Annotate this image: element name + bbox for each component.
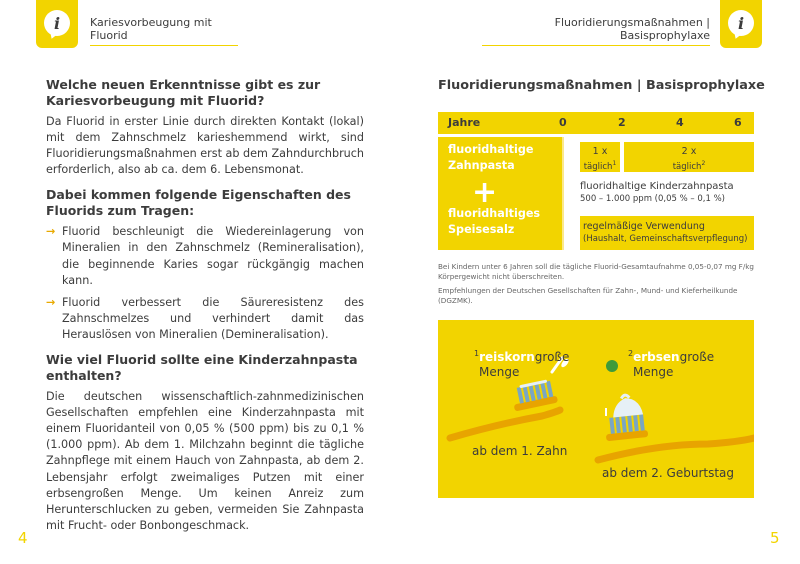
bullet-list bbox=[46, 224, 364, 343]
list-item: → Fluorid beschleunigt die Wiedereinlagerung von Mineralien in den Zahnschmelz (Remineralisation), die beginnende Karies sogar rückgängig machen kann. bbox=[46, 225, 364, 287]
running-header-right: Fluoridierungsmaßnahmen | Basisprophylaxe bbox=[482, 16, 710, 46]
section-heading: Dabei kommen folgende Eigenschaften des Fluorids zum Tragen: bbox=[46, 187, 351, 219]
row-label-toothpaste: fluoridhaltige Zahnpasta bbox=[448, 143, 534, 172]
info-icon: i bbox=[44, 10, 70, 36]
twice-daily-box: 2 x täglich$^2$ bbox=[624, 142, 754, 172]
section-body: Die deutschen wissenschaftlich-zahnmedizinischen Gesellschaften empfehlen eine Kinderzahnpasta mit einem Fluoridanteil von 0,05 % (500 ppm) bis zu 0,1 % (1.000 ppm). Ab dem 1. Milchzahn beginnt die tägliche Zahnpflege mit einem Hauch von Zahnpasta, ab dem 2. Lebensjahr erfolgt zweimaliges Putzen mit einer erbsengroßen Menge. Um keinen Anreiz zum Herunterschlucken zu geben, vermeiden Sie Zahnpasta mit Frucht- oder Bonbongeschmack. bbox=[46, 390, 364, 532]
arrow-right-icon: → bbox=[46, 295, 56, 309]
pea-icon bbox=[606, 360, 618, 372]
info-badge-right bbox=[720, 0, 762, 48]
fluoride-measures-table bbox=[438, 112, 754, 250]
page-number-right: 5 bbox=[770, 529, 780, 547]
year-tick: 2 bbox=[618, 116, 626, 129]
years-label: Jahre bbox=[448, 116, 481, 129]
year-tick: 4 bbox=[676, 116, 684, 129]
label-rice-amount: $^1$reiskorngroße Menge bbox=[474, 349, 570, 379]
page-title: Fluoridierungsmaßnahmen | Basisprophylaxe bbox=[438, 78, 765, 93]
info-badge-left bbox=[36, 0, 78, 48]
label-pea-amount: $^2$erbsengroße Menge bbox=[628, 349, 715, 379]
years-header-row bbox=[438, 112, 754, 134]
section-new-findings bbox=[46, 77, 364, 178]
info-icon: i bbox=[728, 10, 754, 36]
caption-second-birthday: ab dem 2. Geburtstag bbox=[602, 466, 735, 480]
page-number-left: 4 bbox=[18, 529, 28, 547]
plus-icon: + bbox=[472, 175, 498, 210]
toothpaste-amount-illustration bbox=[438, 320, 754, 498]
caption-first-tooth: ab dem 1. Zahn bbox=[472, 444, 568, 458]
section-toothpaste-amount bbox=[46, 352, 364, 534]
year-tick: 0 bbox=[559, 116, 567, 129]
section-properties bbox=[46, 187, 364, 343]
running-header-left: Kariesvorbeugung mit Fluorid bbox=[90, 16, 238, 46]
toothbrush-right-icon bbox=[598, 393, 754, 460]
section-heading: Welche neuen Erkenntnisse gibt es zur Kariesvorbeugung mit Fluorid? bbox=[46, 77, 321, 108]
section-heading: Wie viel Fluorid sollte eine Kinderzahnpasta enthalten? bbox=[46, 352, 358, 384]
left-column bbox=[46, 77, 364, 543]
list-item: → Fluorid verbessert die Säureresistenz des Zahnschmelzes und verhindert damit das Herauslösen von Mineralien (Demineralisation). bbox=[46, 295, 364, 341]
row-label-salt: fluoridhaltiges Speisesalz bbox=[448, 207, 541, 236]
salt-usage-box: regelmäßige Verwendung (Haushalt, Gemeinschaftsverpflegung) bbox=[580, 216, 754, 250]
section-body: Da Fluorid in erster Linie durch direkten Kontakt (lokal) mit dem Zahnschmelz karieshemmend wirkt, sind Fluoridierungsmaßnahmen erst ab dem Zahndurchbruch erforderlich, also ab ca. dem 6. Lebensmonat. bbox=[46, 115, 364, 177]
footnote-source: Empfehlungen der Deutschen Gesellschaften für Zahn-, Mund- und Kieferheilkunde (DGZMK). bbox=[438, 286, 738, 305]
year-tick: 6 bbox=[734, 116, 742, 129]
footnote-intake: Bei Kindern unter 6 Jahren soll die tägliche Fluorid-Gesamtaufnahme 0,05-0,07 mg F/kg Körpergewicht nicht überschreiten. bbox=[438, 262, 754, 281]
kids-toothpaste-info: fluoridhaltige Kinderzahnpasta 500 – 1.000 ppm (0,05 % – 0,1 %) bbox=[580, 181, 734, 204]
once-daily-box: 1 x täglich$^1$ bbox=[580, 142, 620, 172]
arrow-right-icon: → bbox=[46, 225, 56, 239]
